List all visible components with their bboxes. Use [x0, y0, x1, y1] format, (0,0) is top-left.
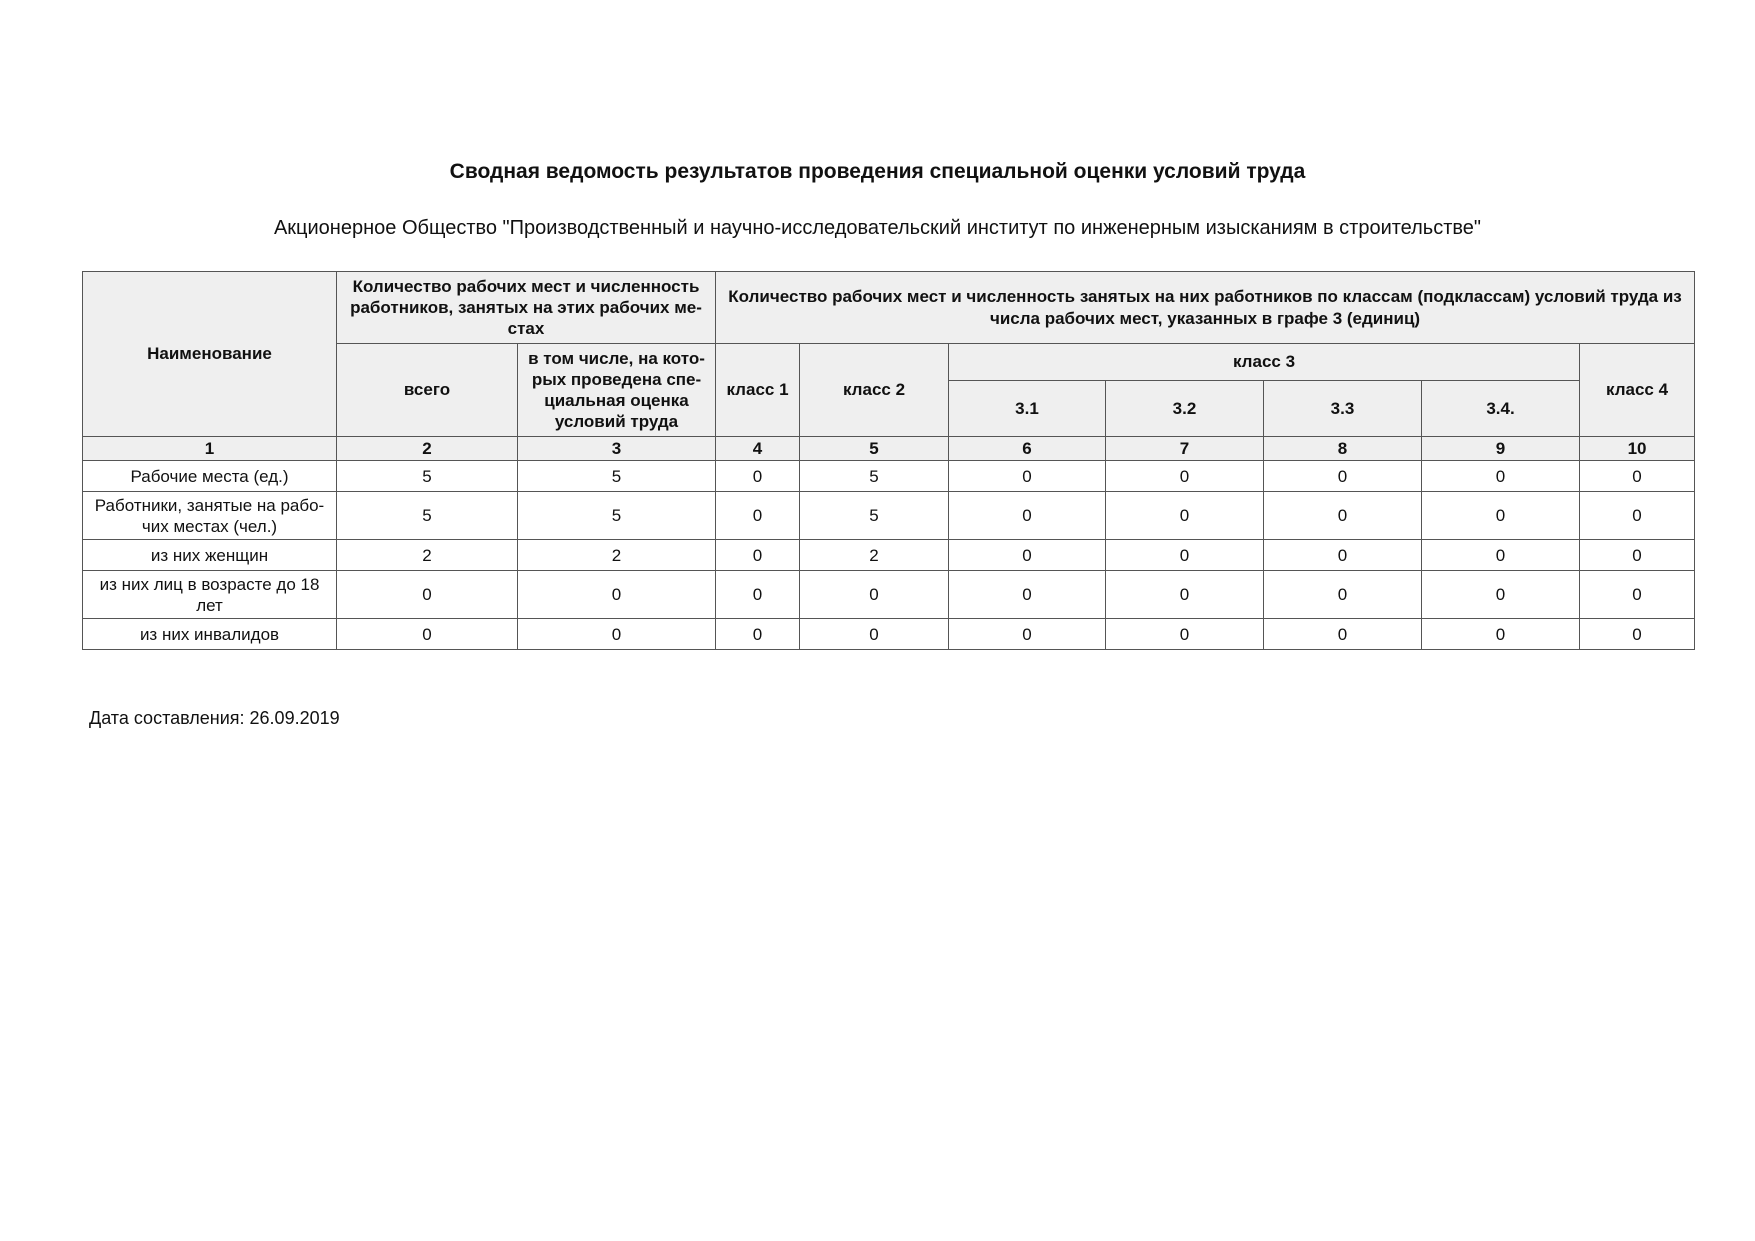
header-class-4: класс 4	[1580, 344, 1695, 437]
row-label: из них лиц в возрасте до 18 лет	[83, 571, 337, 619]
table-cell: 0	[1264, 571, 1422, 619]
table-cell: 0	[1264, 461, 1422, 492]
header-name: Наименование	[83, 272, 337, 437]
table-cell: 2	[337, 540, 518, 571]
table-cell: 0	[1422, 571, 1580, 619]
column-number: 2	[337, 437, 518, 461]
table-cell: 0	[949, 571, 1106, 619]
table-row	[83, 492, 1695, 540]
row-label: Работники, занятые на рабо-чих местах (чел.)	[83, 492, 337, 540]
table-cell: 0	[1422, 540, 1580, 571]
table-cell: 0	[1422, 492, 1580, 540]
table-cell: 0	[1422, 619, 1580, 650]
column-number: 5	[800, 437, 949, 461]
header-classes-group: Количество рабочих мест и численность занятых на них работников по классам (подклассам) условий труда из числа рабочих мест, указанных в графе 3 (единиц)	[716, 272, 1695, 344]
table-cell: 0	[518, 571, 716, 619]
table-cell: 0	[1264, 619, 1422, 650]
column-number: 6	[949, 437, 1106, 461]
table-cell: 0	[1106, 540, 1264, 571]
table-cell: 0	[1106, 492, 1264, 540]
table-cell: 5	[337, 492, 518, 540]
table-cell: 0	[716, 540, 800, 571]
row-label: Рабочие места (ед.)	[83, 461, 337, 492]
table-cell: 0	[1106, 571, 1264, 619]
table-cell: 0	[1264, 540, 1422, 571]
column-number: 10	[1580, 437, 1695, 461]
table-cell: 0	[1106, 461, 1264, 492]
column-number-row	[83, 437, 1695, 461]
header-subclass-3-4: 3.4.	[1422, 381, 1580, 437]
table-cell: 0	[1422, 461, 1580, 492]
column-number: 3	[518, 437, 716, 461]
column-number: 7	[1106, 437, 1264, 461]
table-cell: 0	[800, 619, 949, 650]
document-title: Сводная ведомость результатов проведения специальной оценки условий труда	[449, 160, 1306, 183]
table-cell: 0	[949, 619, 1106, 650]
table-cell: 0	[518, 619, 716, 650]
table-cell: 0	[1580, 619, 1695, 650]
table-cell: 5	[518, 492, 716, 540]
table-cell: 0	[1580, 540, 1695, 571]
table-cell: 0	[716, 461, 800, 492]
column-number: 9	[1422, 437, 1580, 461]
table-row	[83, 619, 1695, 650]
table-cell: 2	[800, 540, 949, 571]
table-cell: 0	[716, 619, 800, 650]
header-subclass-3-1: 3.1	[949, 381, 1106, 437]
table-cell: 0	[1106, 619, 1264, 650]
header-total: всего	[337, 344, 518, 437]
row-label: из них инвалидов	[83, 619, 337, 650]
table-cell: 0	[1580, 492, 1695, 540]
table-row	[83, 461, 1695, 492]
table-cell: 0	[800, 571, 949, 619]
column-number: 4	[716, 437, 800, 461]
table-cell: 5	[800, 461, 949, 492]
table-cell: 0	[716, 571, 800, 619]
table-cell: 5	[800, 492, 949, 540]
column-number: 8	[1264, 437, 1422, 461]
header-subclass-3-3: 3.3	[1264, 381, 1422, 437]
table-cell: 0	[337, 619, 518, 650]
table-cell: 0	[337, 571, 518, 619]
table-row	[83, 540, 1695, 571]
header-assessed: в том числе, на кото-рых проведена спе-циальная оценка условий труда	[518, 344, 716, 437]
header-class-3: класс 3	[949, 344, 1580, 381]
table-cell: 5	[518, 461, 716, 492]
table-cell: 0	[949, 492, 1106, 540]
table-cell: 5	[337, 461, 518, 492]
table-cell: 0	[716, 492, 800, 540]
table-cell: 0	[1264, 492, 1422, 540]
header-class-2: класс 2	[800, 344, 949, 437]
table-row	[83, 571, 1695, 619]
table-cell: 0	[1580, 571, 1695, 619]
compilation-date: Дата составления: 26.09.2019	[89, 708, 340, 728]
header-workplaces-group: Количество рабочих мест и численность работников, занятых на этих рабочих ме-стах	[337, 272, 716, 344]
table-cell: 0	[1580, 461, 1695, 492]
organization-name: Акционерное Общество "Производственный и научно-исследовательский институт по инженерным изысканиям в строительстве"	[273, 217, 1482, 239]
column-number: 1	[83, 437, 337, 461]
summary-table	[82, 271, 1695, 650]
table-cell: 0	[949, 540, 1106, 571]
table-cell: 0	[949, 461, 1106, 492]
table-cell: 2	[518, 540, 716, 571]
header-subclass-3-2: 3.2	[1106, 381, 1264, 437]
header-class-1: класс 1	[716, 344, 800, 437]
row-label: из них женщин	[83, 540, 337, 571]
